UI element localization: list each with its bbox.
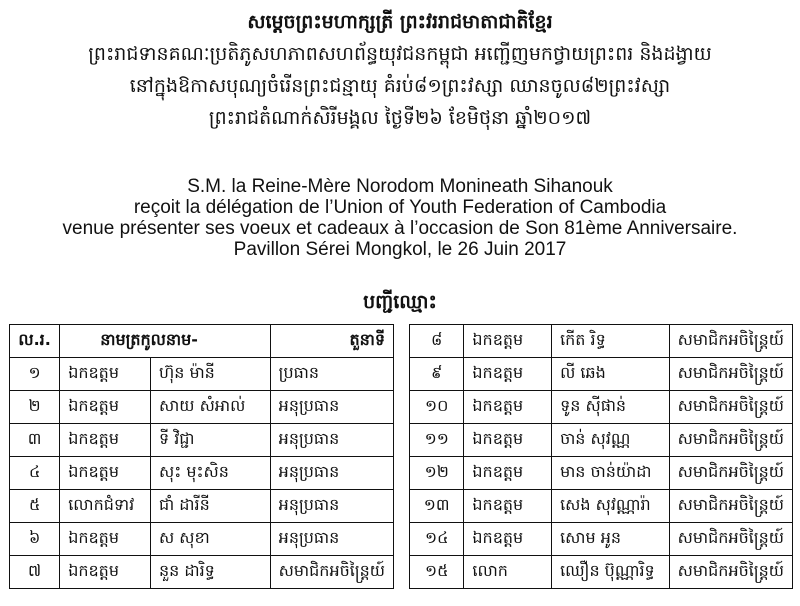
table-row <box>10 391 394 424</box>
row-number: ១០ <box>410 391 464 424</box>
khmer-title-line: សម្តេចព្រះមហាក្សត្រី ព្រះវររាជមាតាជាតិខ្មែរ <box>247 11 553 33</box>
row-title: ឯកឧត្តម <box>60 523 151 556</box>
row-title: ឯកឧត្តម <box>464 457 552 490</box>
row-title: ឯកឧត្តម <box>60 358 151 391</box>
row-number: ១ <box>10 358 60 391</box>
row-title: លោក <box>464 556 552 589</box>
row-name: ហ៊ុន ម៉ានី <box>150 358 270 391</box>
row-title: ឯកឧត្តម <box>60 424 151 457</box>
khmer-line: ព្រះរាជតំណាក់សិរីមង្គល ថ្ងៃទី២៦ ខែមិថុនា ឆ្នាំ២០១៧ <box>208 107 592 129</box>
row-role: អនុប្រធាន <box>270 424 393 457</box>
french-line: venue présenter ses voeux et cadeaux à l’occasion de Son 81ème Anniversaire. <box>62 218 738 239</box>
table-row <box>410 391 793 424</box>
french-line: Pavillon Sérei Mongkol, le 26 Juin 2017 <box>233 239 567 260</box>
row-role: អនុប្រធាន <box>270 490 393 523</box>
table-row <box>410 358 793 391</box>
table-row <box>10 424 394 457</box>
row-role: សមាជិកអចិន្ត្រៃយ៍ <box>669 556 792 589</box>
row-role: សមាជិកអចិន្ត្រៃយ៍ <box>669 358 792 391</box>
header-no: ល.រ. <box>10 325 60 358</box>
french-line: reçoit la délégation de l’Union of Youth Federation of Cambodia <box>133 197 667 218</box>
row-role: អនុប្រធាន <box>270 523 393 556</box>
table-row <box>10 490 394 523</box>
row-name: សុះ មុះសិន <box>150 457 270 490</box>
row-role: អនុប្រធាន <box>270 391 393 424</box>
table-row <box>10 523 394 556</box>
row-title: ឯកឧត្តម <box>464 358 552 391</box>
khmer-header <box>0 6 800 134</box>
row-number: ១៣ <box>410 490 464 523</box>
table-row <box>410 523 793 556</box>
khmer-line: ព្រះរាជទានគណៈប្រតិភូសហភាពសហព័ន្ធយុវជនកម្ពុជា អញ្ជើញមកថ្វាយព្រះពរ និងដង្វាយ <box>88 43 712 65</box>
members-table-right <box>409 324 793 589</box>
row-title: ឯកឧត្តម <box>464 424 552 457</box>
french-caption <box>0 176 800 260</box>
row-title: ឯកឧត្តម <box>60 457 151 490</box>
khmer-line: នៅក្នុងឱកាសបុណ្យចំរើនព្រះជន្មាយុ គំរប់៨១ព្រះវស្សា ឈានចូល៨២ព្រះវស្សា <box>129 75 671 97</box>
table-row <box>410 490 793 523</box>
table-row <box>410 424 793 457</box>
row-name: សោម អូន <box>552 523 670 556</box>
row-name: ឈឿន ប៊ុណ្ណារិទ្ធ <box>552 556 670 589</box>
table-header-row <box>10 325 394 358</box>
row-role: សមាជិកអចិន្ត្រៃយ៍ <box>669 490 792 523</box>
row-number: ៥ <box>10 490 60 523</box>
row-name: ស សុខា <box>150 523 270 556</box>
table-body <box>10 358 394 589</box>
row-name: លី ឆេង <box>552 358 670 391</box>
french-line: S.M. la Reine-Mère Norodom Monineath Sihanouk <box>187 176 613 197</box>
row-name: ចាន់ សុវណ្ណ <box>552 424 670 457</box>
table-row <box>410 457 793 490</box>
row-name: ទី វិជ្ជា <box>150 424 270 457</box>
table-row <box>410 325 793 358</box>
row-role: សមាជិកអចិន្ត្រៃយ៍ <box>270 556 393 589</box>
row-number: ២ <box>10 391 60 424</box>
row-number: ១៥ <box>410 556 464 589</box>
row-role: អនុប្រធាន <box>270 457 393 490</box>
row-title: ឯកឧត្តម <box>464 391 552 424</box>
table-body <box>410 325 793 589</box>
row-title: ឯកឧត្តម <box>464 523 552 556</box>
row-title: ឯកឧត្តម <box>464 490 552 523</box>
table-row <box>10 457 394 490</box>
row-name: នួន ដារិទ្ធ <box>150 556 270 589</box>
row-title: ឯកឧត្តម <box>60 556 151 589</box>
row-name: សាយ សំអាល់ <box>150 391 270 424</box>
table-row <box>410 556 793 589</box>
row-role: សមាជិកអចិន្ត្រៃយ៍ <box>669 424 792 457</box>
row-number: ១១ <box>410 424 464 457</box>
row-number: ៨ <box>410 325 464 358</box>
row-name: សេង សុវណ្ណារ៉ា <box>552 490 670 523</box>
row-number: ១២ <box>410 457 464 490</box>
row-number: ៤ <box>10 457 60 490</box>
row-name: មាន ចាន់យ៉ាដា <box>552 457 670 490</box>
row-role: សមាជិកអចិន្ត្រៃយ៍ <box>669 523 792 556</box>
header-name: នាមត្រកូលនាម- <box>60 325 270 358</box>
row-number: ៧ <box>10 556 60 589</box>
row-number: ៦ <box>10 523 60 556</box>
table-row <box>10 358 394 391</box>
row-name: កើត រិទ្ធ <box>552 325 670 358</box>
table-row <box>10 556 394 589</box>
row-number: ៣ <box>10 424 60 457</box>
row-number: ៩ <box>410 358 464 391</box>
row-title: ឯកឧត្តម <box>60 391 151 424</box>
row-title: លោកជំទាវ <box>60 490 151 523</box>
row-role: សមាជិកអចិន្ត្រៃយ៍ <box>669 457 792 490</box>
row-role: សមាជិកអចិន្ត្រៃយ៍ <box>669 325 792 358</box>
row-title: ឯកឧត្តម <box>464 325 552 358</box>
row-name: ជាំ ដារីនី <box>150 490 270 523</box>
row-number: ១៤ <box>410 523 464 556</box>
row-name: ទូន ស៊ីផាន់ <box>552 391 670 424</box>
row-role: សមាជិកអចិន្ត្រៃយ៍ <box>669 391 792 424</box>
list-title: បញ្ជីឈ្មោះ <box>363 291 437 313</box>
header-role: តួនាទី <box>270 325 393 358</box>
members-table-left <box>9 324 394 589</box>
row-role: ប្រធាន <box>270 358 393 391</box>
